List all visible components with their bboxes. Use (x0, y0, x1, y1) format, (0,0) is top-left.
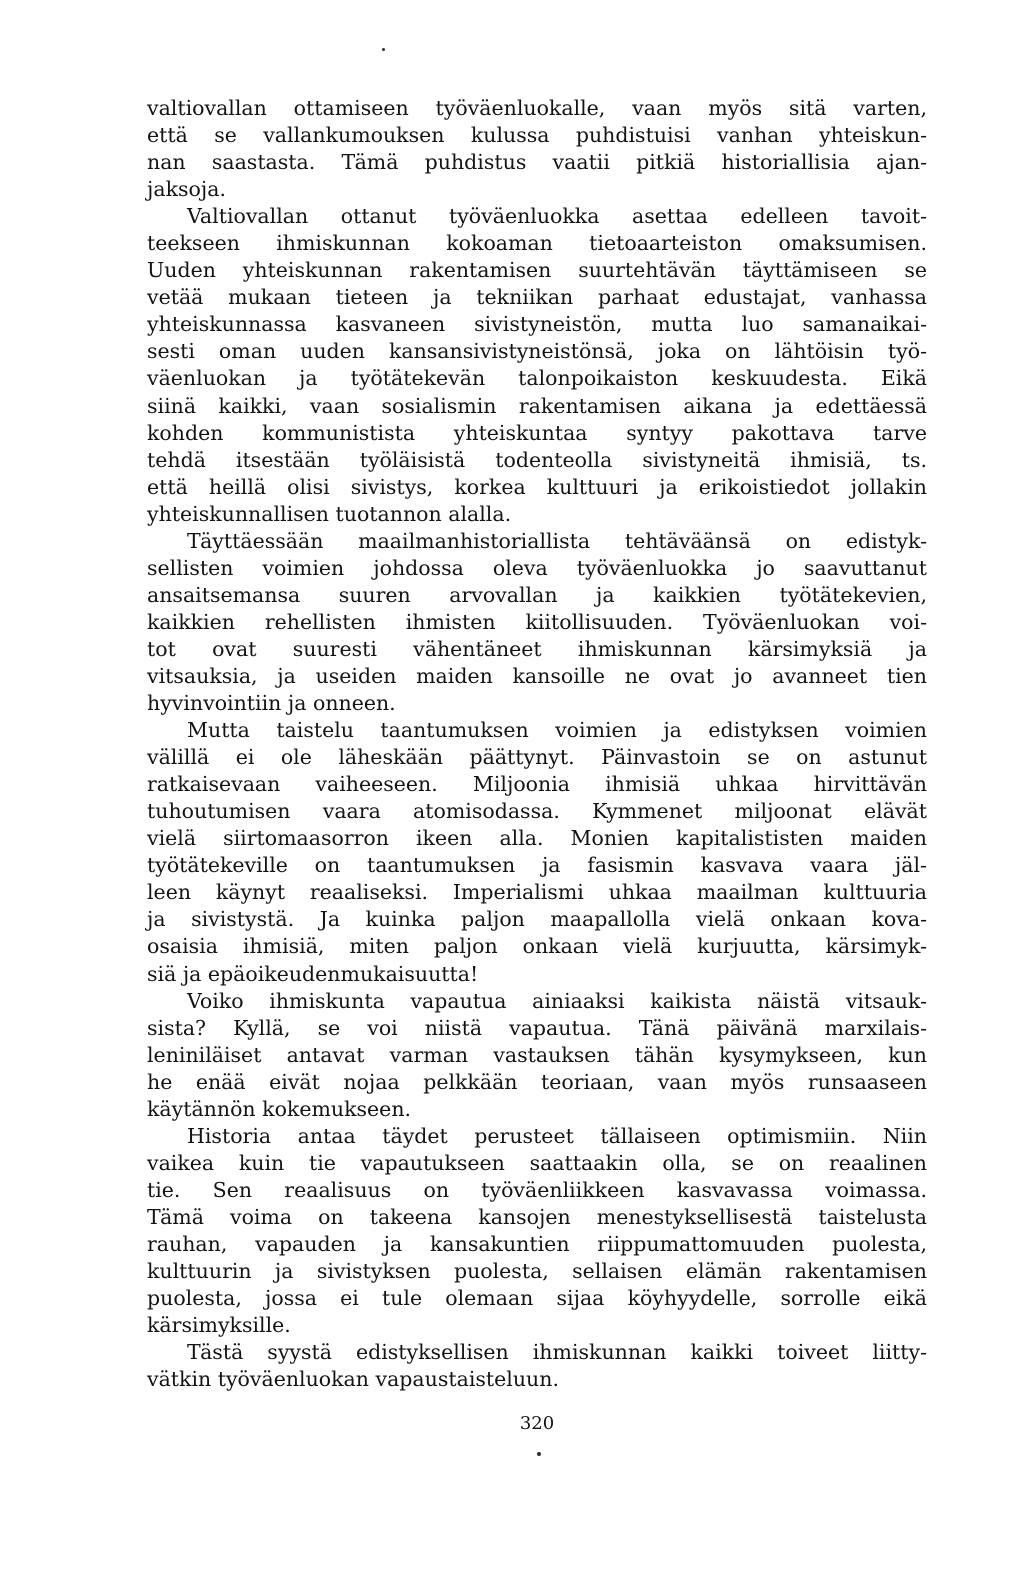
text-line: Uuden yhteiskunnan rakentamisen suurtehtävän täyttämiseen se (147, 258, 927, 283)
paragraph-5 (147, 988, 927, 1123)
text-line: leen käynyt reaaliseksi. Imperialismi uhkaa maailman kulttuuria (147, 880, 927, 905)
text-line: yhteiskunnallisen tuotannon alalla. (147, 501, 512, 526)
text-line: ratkaisevaan vaiheeseen. Miljoonia ihmisiä uhkaa hirvittävän (147, 772, 927, 797)
text-line: hyvinvointiin ja onneen. (147, 691, 396, 716)
text-line: Täyttäessään maailmanhistoriallista tehtäväänsä on edistyk- (187, 528, 927, 553)
text-line: työtätekeville on taantumuksen ja fasismin kasvava vaara jäl- (147, 853, 927, 878)
paragraph-continuation (147, 95, 927, 203)
text-line: käytännön kokemukseen. (147, 1096, 412, 1121)
text-line: jaksoja. (147, 177, 226, 202)
text-line: tuhoutumisen vaara atomisodassa. Kymmenet miljoonat elävät (147, 799, 927, 824)
text-line: ansaitsemansa suuren arvovallan ja kaikkien työtätekevien, (147, 582, 927, 607)
text-line: sesti oman uuden kansansivistyneistönsä, joka on lähtöisin työ- (147, 339, 927, 364)
text-line: Valtiovallan ottanut työväenluokka asettaa edelleen tavoit- (187, 204, 927, 229)
text-line: välillä ei ole läheskään päättynyt. Päinvastoin se on astunut (147, 745, 927, 770)
text-line: vätkin työväenluokan vapaustaisteluun. (147, 1367, 559, 1392)
text-line: kohden kommunistista yhteiskuntaa syntyy pakottava tarve (147, 420, 927, 445)
text-line: siä ja epäoikeudenmukaisuutta! (147, 961, 479, 986)
text-line: yhteiskunnassa kasvaneen sivistyneistön, mutta luo samanaikai- (147, 312, 927, 337)
text-line: vetää mukaan tieteen ja tekniikan parhaat edustajat, vanhassa (147, 285, 927, 310)
text-line: väenluokan ja työtätekevän talonpoikaiston keskuudesta. Eikä (147, 366, 927, 391)
paragraph-6 (147, 1123, 927, 1339)
text-line: Mutta taistelu taantumuksen voimien ja edistyksen voimien (187, 718, 927, 743)
paragraph-7 (147, 1339, 927, 1393)
text-line: vielä siirtomaasorron ikeen alla. Monien kapitalististen maiden (147, 826, 927, 851)
page-number: 320 (519, 1413, 555, 1434)
ink-speck-bottom (537, 1452, 541, 1456)
text-line: kulttuurin ja sivistyksen puolesta, sellaisen elämän rakentamisen (147, 1259, 927, 1284)
paragraph-2 (147, 203, 927, 528)
body-text (147, 95, 927, 1393)
text-line: tie. Sen reaalisuus on työväenliikkeen kasvavassa voimassa. (147, 1177, 927, 1202)
text-line: vaikea kuin tie vapautukseen saattaakin olla, se on reaalinen (147, 1150, 927, 1175)
text-line: he enää eivät nojaa pelkkään teoriaan, vaan myös runsaaseen (147, 1069, 927, 1094)
text-line: Voiko ihmiskunta vapautua ainiaaksi kaikista näistä vitsauk- (187, 988, 927, 1013)
text-line: siinä kaikki, vaan sosialismin rakentamisen aikana ja edettäessä (147, 393, 927, 418)
text-line: nan saastasta. Tämä puhdistus vaatii pitkiä historiallisia ajan- (147, 150, 927, 175)
text-line: ja sivistystä. Ja kuinka paljon maapallolla vielä onkaan kova- (147, 907, 927, 932)
text-line: leniniläiset antavat varman vastauksen tähän kysymykseen, kun (147, 1042, 927, 1067)
ink-speck-top (382, 48, 385, 51)
text-line: tot ovat suuresti vähentäneet ihmiskunnan kärsimyksiä ja (147, 636, 927, 661)
text-line: vitsauksia, ja useiden maiden kansoille ne ovat jo avanneet tien (147, 663, 927, 688)
text-line: teekseen ihmiskunnan kokoaman tietoaarteiston omaksumisen. (147, 231, 927, 256)
text-line: kaikkien rehellisten ihmisten kiitollisuuden. Työväenluokan voi- (147, 609, 927, 634)
text-line: Tästä syystä edistyksellisen ihmiskunnan kaikki toiveet liitty- (187, 1340, 927, 1365)
text-line: sista? Kyllä, se voi niistä vapautua. Tänä päivänä marxilais- (147, 1015, 927, 1040)
paragraph-4 (147, 717, 927, 987)
text-line: rauhan, vapauden ja kansakuntien riippumattomuuden puolesta, (147, 1231, 927, 1256)
text-line: tehdä itsestään työläisistä todenteolla sivistyneitä ihmisiä, ts. (147, 447, 927, 472)
text-line: että se vallankumouksen kulussa puhdistuisi vanhan yhteiskun- (147, 123, 927, 148)
text-line: puolesta, jossa ei tule olemaan sijaa köyhyydelle, sorrolle eikä (147, 1286, 927, 1311)
paragraph-3 (147, 528, 927, 717)
text-line: valtiovallan ottamiseen työväenluokalle, vaan myös sitä varten, (147, 96, 927, 120)
text-line: että heillä olisi sivistys, korkea kulttuuri ja erikoistiedot jollakin (147, 474, 927, 499)
text-line: kärsimyksille. (147, 1313, 291, 1338)
text-line: Historia antaa täydet perusteet tällaiseen optimismiin. Niin (187, 1123, 927, 1148)
text-line: osaisia ihmisiä, miten paljon onkaan vielä kurjuutta, kärsimyk- (147, 934, 927, 959)
text-line: sellisten voimien johdossa oleva työväenluokka jo saavuttanut (147, 555, 927, 580)
text-line: Tämä voima on takeena kansojen menestyksellisestä taistelusta (147, 1204, 927, 1229)
